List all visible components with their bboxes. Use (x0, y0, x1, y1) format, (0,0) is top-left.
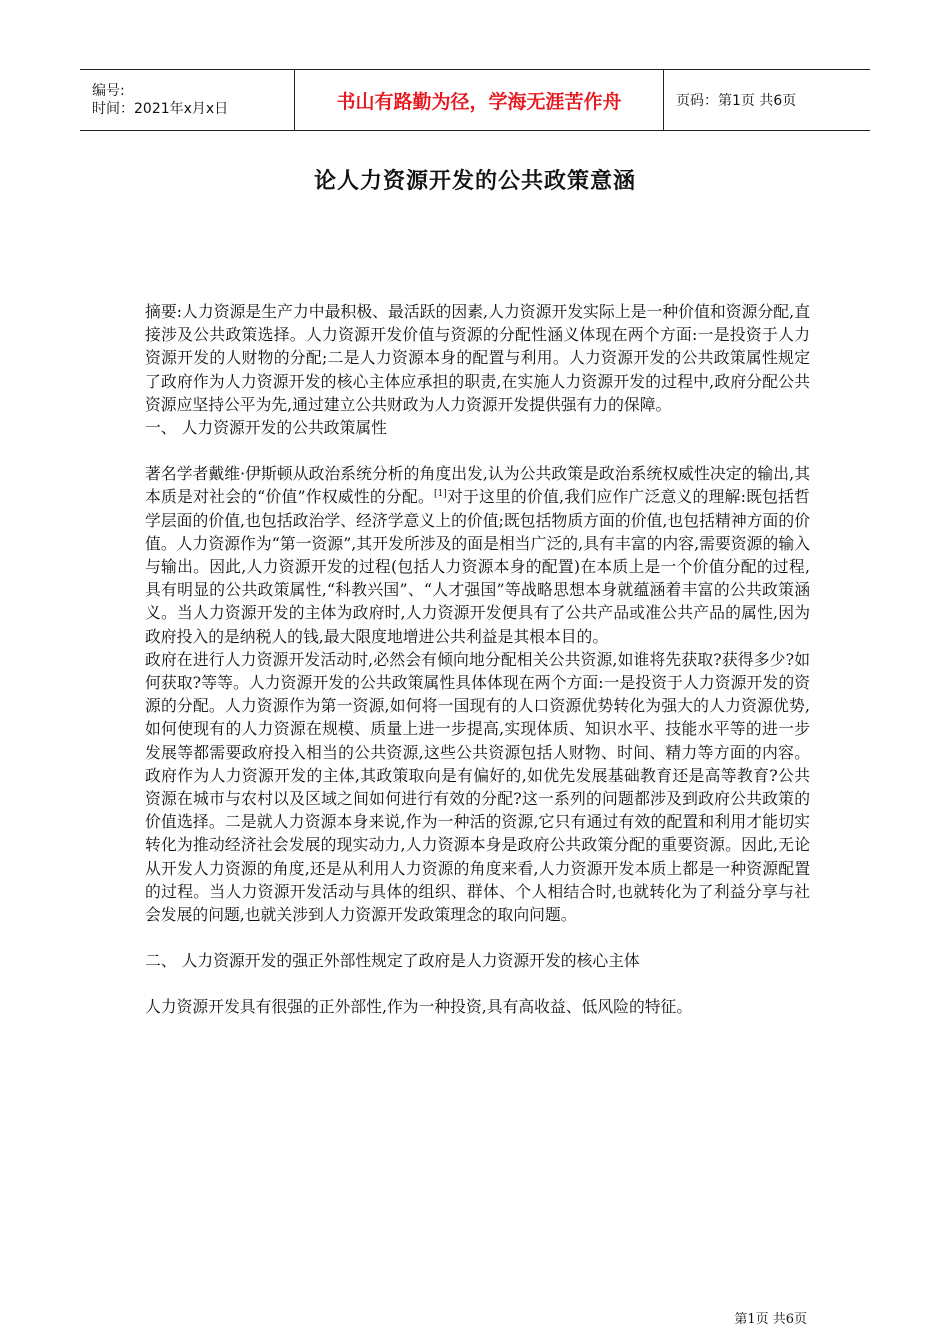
document-number-label: 编号: (92, 83, 125, 99)
header-page-label: 页码：第1页 共6页 (676, 93, 797, 109)
paragraph-gap (145, 926, 810, 949)
section-heading-1: 一、 人力资源开发的公共政策属性 (145, 418, 387, 438)
body-paragraph-1-part-b: 对于这里的价值,我们应作广泛意义的理解:既包括哲学层面的价值,也包括政治学、经济学意义上的价值;既包括物质方面的价值,也包括精神方面的价值。人力资源作为“第一资源”,其开发所涉及的面是相当广泛的,具有丰富的内容,需要资源的输入与输出。因此,人力资源开发的过程(包括人力资源本身的配置)在本质上是一个价值分配的过程,具有明显的公共政策属性,“科教兴国”、“人才强国”等战略思想本身就蕴涵着丰富的公共政策涵义。当人力资源开发的主体为政府时,人力资源开发便具有了公共产品或准公共产品的属性,因为政府投入的是纳税人的钱,最大限度地增进公共利益是其根本目的。 (145, 487, 810, 646)
body-paragraph-3: 人力资源开发具有很强的正外部性,作为一种投资,具有高收益、低风险的特征。 (145, 997, 693, 1017)
abstract-paragraph: 摘要:人力资源是生产力中最积极、最活跃的因素,人力资源开发实际上是一种价值和资源分配,直接涉及公共政策选择。人力资源开发价值与资源的分配性涵义体现在两个方面:一是投资于人力资源开发的人财物的分配;二是人力资源本身的配置与利用。人力资源开发的公共政策属性规定了政府作为人力资源开发的核心主体应承担的职责,在实施人力资源开发的过程中,政府分配公共资源应坚持公平为先,通过建立公共财政为人力资源开发提供强有力的保障。 (145, 302, 810, 414)
paragraph-gap (145, 439, 810, 462)
document-time-label: 时间：2021年x月x日 (92, 101, 229, 117)
header-slogan: 书山有路勤为径，学海无涯苦作舟 (336, 90, 622, 113)
footer-page-number: 第1页 共6页 (734, 1312, 807, 1327)
header-meta (80, 70, 295, 130)
body-paragraph-1 (145, 462, 810, 648)
header-page-cell (664, 70, 870, 130)
document-body (145, 300, 810, 1019)
section-heading-2: 二、 人力资源开发的强正外部性规定了政府是人力资源开发的核心主体 (145, 951, 640, 971)
document-header (80, 69, 870, 131)
paragraph-gap (145, 972, 810, 995)
document-title: 论人力资源开发的公共政策意涵 (313, 168, 636, 194)
header-slogan-cell (295, 70, 664, 130)
citation-reference[interactable]: [1] (433, 489, 447, 500)
body-paragraph-1-part-a: 著名学者戴维·伊斯顿从政治系统分析的角度出发,认为公共政策是政治系统权威性决定的输出,其本质是对社会的“价值”作权威性的分配。 (145, 464, 810, 507)
body-paragraph-2: 政府在进行人力资源开发活动时,必然会有倾向地分配相关公共资源,如谁将先获取?获得多少?如何获取?等等。人力资源开发的公共政策属性具体体现在两个方面:一是投资于人力资源开发的资源的分配。人力资源作为第一资源,如何将一国现有的人口资源优势转化为强大的人力资源优势,如何使现有的人力资源在规模、质量上进一步提高,实现体质、知识水平、技能水平等的进一步发展等都需要政府投入相当的公共资源,这些公共资源包括人财物、时间、精力等方面的内容。政府作为人力资源开发的主体,其政策取向是有偏好的,如优先发展基础教育还是高等教育?公共资源在城市与农村以及区域之间如何进行有效的分配?这一系列的问题都涉及到政府公共政策的价值选择。二是就人力资源本身来说,作为一种活的资源,它只有通过有效的配置和利用才能切实转化为推动经济社会发展的现实动力,人力资源本身是政府公共政策分配的重要资源。因此,无论从开发人力资源的角度,还是从利用人力资源的角度来看,人力资源开发本质上都是一种资源配置的过程。当人力资源开发活动与具体的组织、群体、个人相结合时,也就转化为了利益分享与社会发展的问题,也就关涉到人力资源开发政策理念的取向问题。 (145, 649, 810, 925)
